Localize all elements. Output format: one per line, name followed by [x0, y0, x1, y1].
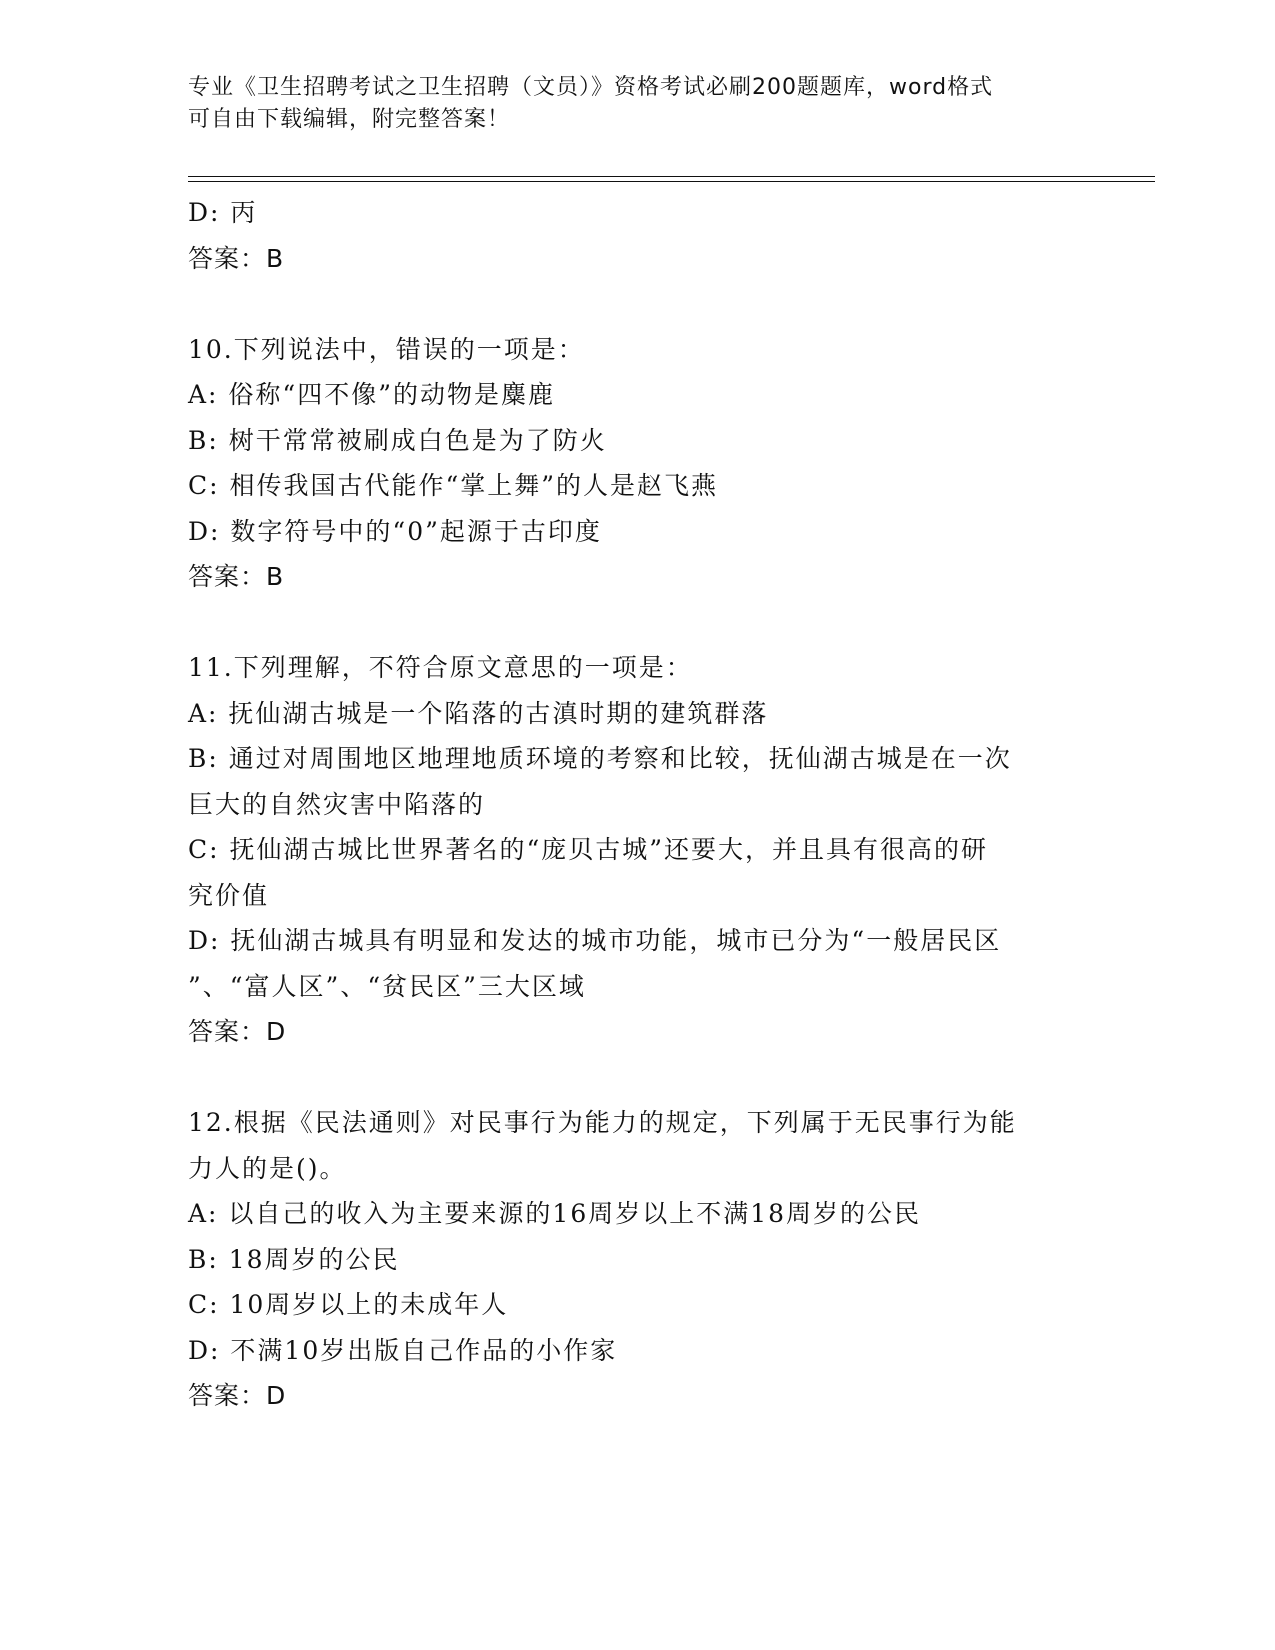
answer-line: 答案：B — [188, 562, 285, 591]
option-c: C: 抚仙湖古城比世界著名的“庞贝古城”还要大，并且具有很高的研 — [188, 835, 989, 864]
answer-line: 答案：D — [188, 1381, 287, 1410]
answer-line: 答案：D — [188, 1017, 287, 1046]
question-stem: 10.下列说法中，错误的一项是： — [188, 334, 585, 364]
question-stem: 12.根据《民法通则》对民事行为能力的规定，下列属于无民事行为能 — [188, 1108, 1017, 1137]
option-a: A: 以自己的收入为主要来源的16周岁以上不满18周岁的公民 — [188, 1199, 922, 1228]
option-d: D: 抚仙湖古城具有明显和发达的城市功能，城市已分为“一般居民区 — [188, 926, 1002, 955]
spacer — [188, 1055, 1088, 1101]
option-d: D: 数字符号中的“0”起源于古印度 — [188, 516, 602, 546]
question-stem-continued: 力人的是()。 — [188, 1153, 347, 1183]
option-c: C: 10周岁以上的未成年人 — [188, 1290, 509, 1319]
question-content — [188, 190, 1088, 1419]
spacer — [188, 281, 1088, 327]
header-line-2: 可自由下载编辑，附完整答案！ — [188, 107, 511, 132]
option-b: B: 通过对周围地区地理地质环境的考察和比较，抚仙湖古城是在一次 — [188, 744, 1012, 773]
option-b: B: 树干常常被刷成白色是为了防火 — [188, 425, 607, 455]
option-d-continued: ”、“富人区”、“贫民区”三大区域 — [188, 971, 586, 1001]
question-11 — [188, 645, 1088, 1055]
option-c-continued: 究价值 — [188, 880, 270, 910]
option-d: D: 丙 — [188, 198, 258, 227]
previous-question-tail — [188, 190, 1088, 281]
option-c: C: 相传我国古代能作“掌上舞”的人是赵飞燕 — [188, 471, 719, 500]
question-10 — [188, 327, 1088, 600]
option-a: A: 俗称“四不像”的动物是麋鹿 — [188, 380, 555, 409]
option-b-continued: 巨大的自然灾害中陷落的 — [188, 789, 486, 819]
answer-line: 答案：B — [188, 243, 285, 273]
question-12 — [188, 1100, 1088, 1419]
header-rule-bottom — [188, 181, 1155, 182]
option-a: A: 抚仙湖古城是一个陷落的古滇时期的建筑群落 — [188, 698, 769, 728]
header-rule-top — [188, 176, 1155, 177]
header-line-1: 专业《卫生招聘考试之卫生招聘（文员）》资格考试必刷200题题库，word格式 — [188, 75, 994, 100]
option-d: D: 不满10岁出版自己作品的小作家 — [188, 1335, 618, 1365]
option-b: B: 18周岁的公民 — [188, 1244, 400, 1274]
spacer — [188, 600, 1088, 646]
question-stem: 11.下列理解，不符合原文意思的一项是： — [188, 653, 693, 682]
document-header — [188, 72, 1088, 136]
